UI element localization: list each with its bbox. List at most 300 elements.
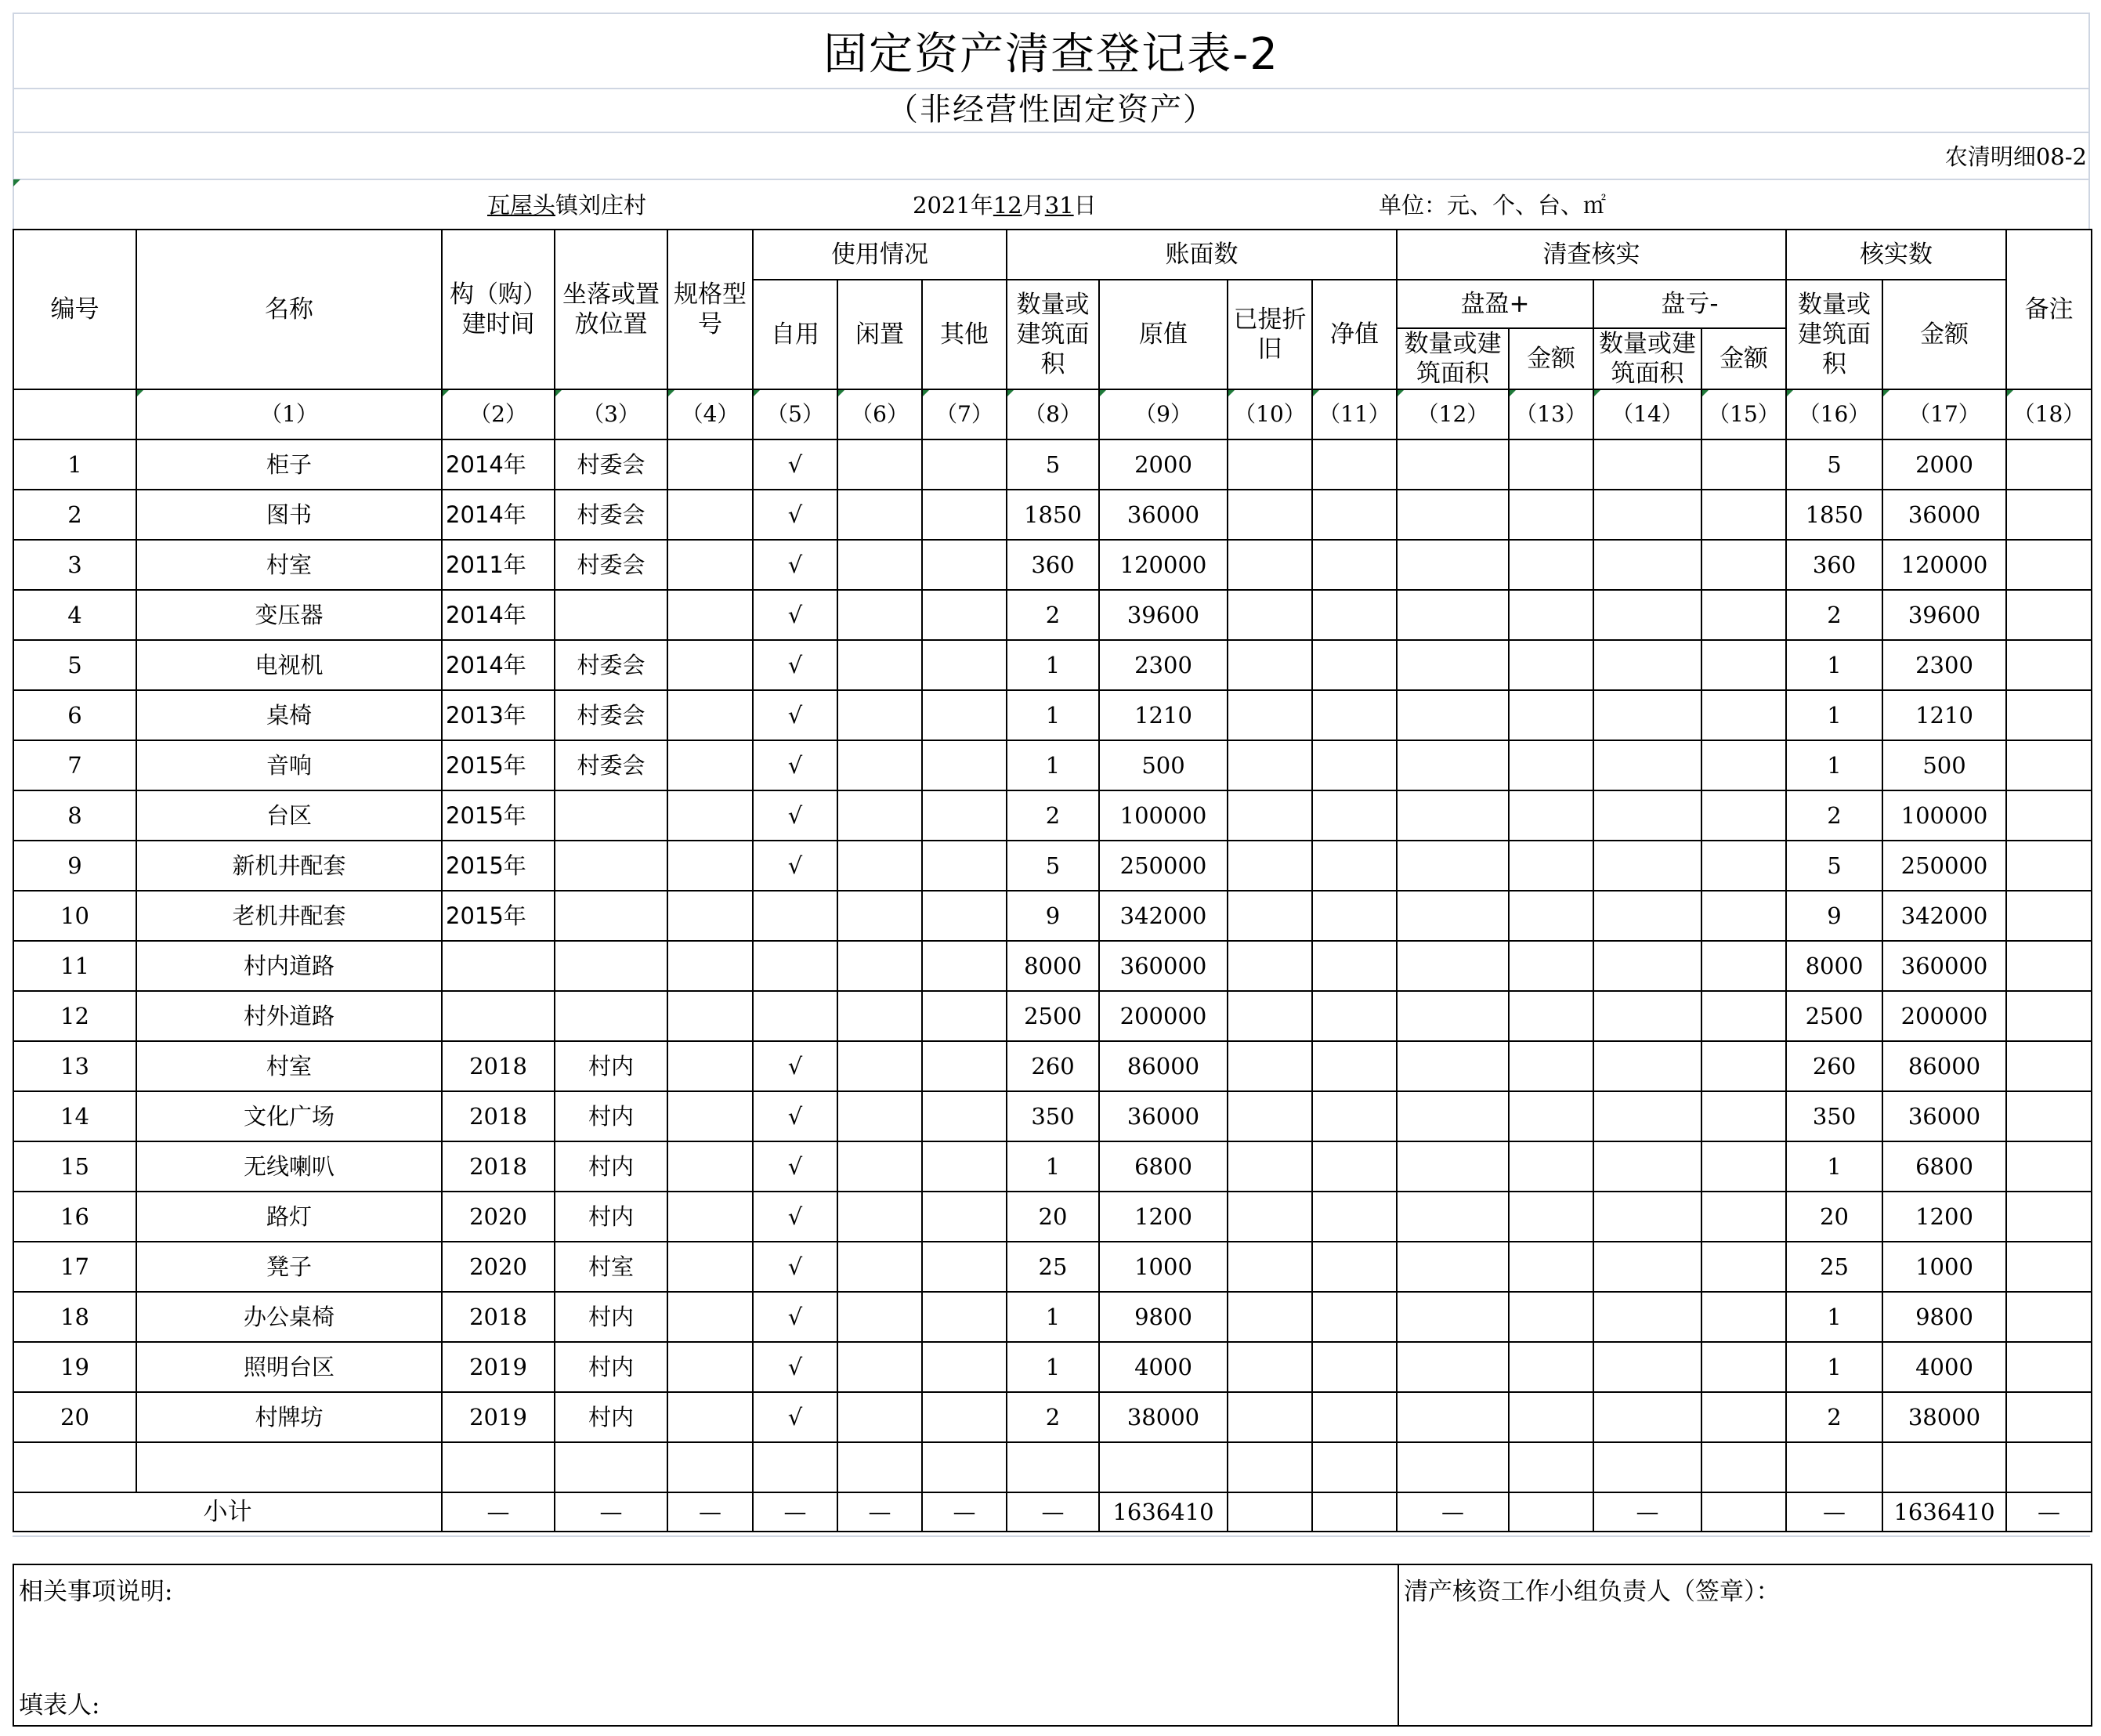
empty-cell[interactable]	[1397, 1442, 1509, 1492]
row-usage-idle[interactable]	[837, 1392, 922, 1442]
row-verified-amt[interactable]: 39600	[1882, 590, 2006, 640]
row-location[interactable]: 村委会	[555, 690, 667, 740]
row-verified-qty[interactable]: 260	[1786, 1041, 1882, 1091]
row-surplus-qty[interactable]	[1397, 640, 1509, 690]
row-verified-amt[interactable]: 1200	[1882, 1192, 2006, 1242]
row-name[interactable]: 柜子	[136, 439, 442, 490]
row-surplus-qty[interactable]	[1397, 790, 1509, 841]
row-book-dep[interactable]	[1228, 790, 1312, 841]
row-build-time[interactable]	[442, 991, 555, 1041]
row-deficit-amt[interactable]	[1701, 790, 1786, 841]
row-surplus-qty[interactable]	[1397, 1192, 1509, 1242]
row-book-orig[interactable]: 1210	[1099, 690, 1228, 740]
row-book-orig[interactable]: 86000	[1099, 1041, 1228, 1091]
row-no[interactable]: 2	[13, 490, 136, 540]
row-name[interactable]: 凳子	[136, 1242, 442, 1292]
row-note[interactable]	[2006, 690, 2092, 740]
row-book-net[interactable]	[1312, 991, 1397, 1041]
row-book-qty[interactable]: 260	[1007, 1041, 1099, 1091]
row-book-orig[interactable]: 39600	[1099, 590, 1228, 640]
row-book-qty[interactable]: 1850	[1007, 490, 1099, 540]
row-deficit-amt[interactable]	[1701, 1141, 1786, 1192]
row-no[interactable]: 17	[13, 1242, 136, 1292]
row-build-time[interactable]: 2013年	[442, 690, 555, 740]
row-usage-other[interactable]	[922, 1041, 1007, 1091]
row-surplus-qty[interactable]	[1397, 991, 1509, 1041]
empty-cell[interactable]	[1007, 1442, 1099, 1492]
row-book-net[interactable]	[1312, 1192, 1397, 1242]
row-surplus-qty[interactable]	[1397, 941, 1509, 991]
row-book-qty[interactable]: 2	[1007, 1392, 1099, 1442]
row-deficit-amt[interactable]	[1701, 841, 1786, 891]
row-usage-self[interactable]: √	[753, 540, 837, 590]
row-note[interactable]	[2006, 1192, 2092, 1242]
row-name[interactable]: 桌椅	[136, 690, 442, 740]
row-surplus-amt[interactable]	[1509, 439, 1593, 490]
row-spec[interactable]	[667, 1141, 753, 1192]
row-verified-amt[interactable]: 36000	[1882, 1091, 2006, 1141]
row-surplus-amt[interactable]	[1509, 740, 1593, 790]
row-book-orig[interactable]: 6800	[1099, 1141, 1228, 1192]
row-book-dep[interactable]	[1228, 1342, 1312, 1392]
empty-cell[interactable]	[1593, 1442, 1701, 1492]
row-verified-qty[interactable]: 1	[1786, 1141, 1882, 1192]
row-note[interactable]	[2006, 640, 2092, 690]
row-book-dep[interactable]	[1228, 490, 1312, 540]
row-surplus-qty[interactable]	[1397, 1091, 1509, 1141]
row-location[interactable]: 村内	[555, 1292, 667, 1342]
row-spec[interactable]	[667, 540, 753, 590]
row-build-time[interactable]: 2015年	[442, 841, 555, 891]
row-usage-idle[interactable]	[837, 790, 922, 841]
row-build-time[interactable]: 2019	[442, 1342, 555, 1392]
row-note[interactable]	[2006, 790, 2092, 841]
row-surplus-qty[interactable]	[1397, 1242, 1509, 1292]
row-book-dep[interactable]	[1228, 690, 1312, 740]
row-usage-self[interactable]: √	[753, 439, 837, 490]
row-usage-self[interactable]: √	[753, 1392, 837, 1442]
row-spec[interactable]	[667, 841, 753, 891]
row-verified-amt[interactable]: 6800	[1882, 1141, 2006, 1192]
row-build-time[interactable]: 2015年	[442, 740, 555, 790]
row-name[interactable]: 文化广场	[136, 1091, 442, 1141]
row-usage-other[interactable]	[922, 540, 1007, 590]
row-spec[interactable]	[667, 1192, 753, 1242]
row-surplus-qty[interactable]	[1397, 1041, 1509, 1091]
row-no[interactable]: 18	[13, 1292, 136, 1342]
row-no[interactable]: 20	[13, 1392, 136, 1442]
row-verified-qty[interactable]: 1850	[1786, 490, 1882, 540]
row-deficit-qty[interactable]	[1593, 991, 1701, 1041]
row-book-dep[interactable]	[1228, 1242, 1312, 1292]
row-name[interactable]: 照明台区	[136, 1342, 442, 1392]
row-usage-self[interactable]	[753, 891, 837, 941]
row-surplus-amt[interactable]	[1509, 1091, 1593, 1141]
row-location[interactable]: 村委会	[555, 439, 667, 490]
row-usage-self[interactable]: √	[753, 690, 837, 740]
row-location[interactable]	[555, 790, 667, 841]
row-book-orig[interactable]: 36000	[1099, 490, 1228, 540]
row-usage-self[interactable]: √	[753, 790, 837, 841]
row-spec[interactable]	[667, 1392, 753, 1442]
row-build-time[interactable]: 2018	[442, 1141, 555, 1192]
row-build-time[interactable]: 2011年	[442, 540, 555, 590]
row-build-time[interactable]: 2014年	[442, 640, 555, 690]
row-note[interactable]	[2006, 1342, 2092, 1392]
row-usage-self[interactable]: √	[753, 1192, 837, 1242]
empty-cell[interactable]	[753, 1442, 837, 1492]
row-usage-idle[interactable]	[837, 1242, 922, 1292]
row-spec[interactable]	[667, 1242, 753, 1292]
row-note[interactable]	[2006, 740, 2092, 790]
row-book-orig[interactable]: 250000	[1099, 841, 1228, 891]
row-build-time[interactable]: 2014年	[442, 590, 555, 640]
row-deficit-amt[interactable]	[1701, 540, 1786, 590]
empty-cell[interactable]	[1099, 1442, 1228, 1492]
row-book-qty[interactable]: 9	[1007, 891, 1099, 941]
row-book-dep[interactable]	[1228, 1041, 1312, 1091]
row-book-orig[interactable]: 2000	[1099, 439, 1228, 490]
row-spec[interactable]	[667, 640, 753, 690]
empty-cell[interactable]	[1786, 1442, 1882, 1492]
row-name[interactable]: 村外道路	[136, 991, 442, 1041]
row-usage-other[interactable]	[922, 690, 1007, 740]
row-surplus-amt[interactable]	[1509, 640, 1593, 690]
row-name[interactable]: 路灯	[136, 1192, 442, 1242]
row-book-net[interactable]	[1312, 1141, 1397, 1192]
row-note[interactable]	[2006, 490, 2092, 540]
row-name[interactable]: 新机井配套	[136, 841, 442, 891]
row-no[interactable]: 13	[13, 1041, 136, 1091]
row-book-net[interactable]	[1312, 1342, 1397, 1392]
row-no[interactable]: 14	[13, 1091, 136, 1141]
row-book-qty[interactable]: 5	[1007, 841, 1099, 891]
row-book-dep[interactable]	[1228, 1392, 1312, 1442]
row-surplus-amt[interactable]	[1509, 941, 1593, 991]
row-usage-other[interactable]	[922, 991, 1007, 1041]
row-no[interactable]: 8	[13, 790, 136, 841]
row-usage-idle[interactable]	[837, 991, 922, 1041]
row-note[interactable]	[2006, 1041, 2092, 1091]
row-spec[interactable]	[667, 690, 753, 740]
row-deficit-amt[interactable]	[1701, 439, 1786, 490]
row-book-qty[interactable]: 2	[1007, 790, 1099, 841]
empty-cell[interactable]	[667, 1442, 753, 1492]
row-note[interactable]	[2006, 841, 2092, 891]
row-verified-amt[interactable]: 38000	[1882, 1392, 2006, 1442]
row-location[interactable]	[555, 891, 667, 941]
row-surplus-amt[interactable]	[1509, 841, 1593, 891]
row-surplus-qty[interactable]	[1397, 891, 1509, 941]
notes-cell[interactable]	[13, 1564, 1398, 1726]
row-usage-idle[interactable]	[837, 1091, 922, 1141]
row-deficit-qty[interactable]	[1593, 841, 1701, 891]
row-surplus-qty[interactable]	[1397, 740, 1509, 790]
row-book-qty[interactable]: 1	[1007, 1342, 1099, 1392]
row-no[interactable]: 12	[13, 991, 136, 1041]
row-usage-other[interactable]	[922, 1392, 1007, 1442]
row-deficit-qty[interactable]	[1593, 439, 1701, 490]
row-name[interactable]: 台区	[136, 790, 442, 841]
row-verified-qty[interactable]: 1	[1786, 1342, 1882, 1392]
row-book-dep[interactable]	[1228, 439, 1312, 490]
row-verified-qty[interactable]: 20	[1786, 1192, 1882, 1242]
row-book-net[interactable]	[1312, 490, 1397, 540]
row-surplus-amt[interactable]	[1509, 540, 1593, 590]
row-book-qty[interactable]: 1	[1007, 1292, 1099, 1342]
row-usage-other[interactable]	[922, 941, 1007, 991]
row-book-qty[interactable]: 350	[1007, 1091, 1099, 1141]
row-build-time[interactable]	[442, 941, 555, 991]
row-usage-other[interactable]	[922, 740, 1007, 790]
row-usage-idle[interactable]	[837, 891, 922, 941]
row-spec[interactable]	[667, 590, 753, 640]
row-verified-amt[interactable]: 250000	[1882, 841, 2006, 891]
row-usage-self[interactable]	[753, 991, 837, 1041]
row-spec[interactable]	[667, 740, 753, 790]
row-surplus-amt[interactable]	[1509, 790, 1593, 841]
row-name[interactable]: 音响	[136, 740, 442, 790]
row-spec[interactable]	[667, 1342, 753, 1392]
row-book-orig[interactable]: 500	[1099, 740, 1228, 790]
row-verified-amt[interactable]: 2000	[1882, 439, 2006, 490]
empty-cell[interactable]	[1509, 1442, 1593, 1492]
row-book-net[interactable]	[1312, 1292, 1397, 1342]
row-note[interactable]	[2006, 439, 2092, 490]
row-usage-idle[interactable]	[837, 490, 922, 540]
row-deficit-amt[interactable]	[1701, 941, 1786, 991]
row-surplus-amt[interactable]	[1509, 590, 1593, 640]
row-verified-qty[interactable]: 2	[1786, 790, 1882, 841]
row-location[interactable]: 村内	[555, 1342, 667, 1392]
row-build-time[interactable]: 2018	[442, 1091, 555, 1141]
row-spec[interactable]	[667, 891, 753, 941]
row-usage-self[interactable]: √	[753, 590, 837, 640]
row-book-dep[interactable]	[1228, 1292, 1312, 1342]
row-book-qty[interactable]: 1	[1007, 640, 1099, 690]
row-book-orig[interactable]: 200000	[1099, 991, 1228, 1041]
row-no[interactable]: 1	[13, 439, 136, 490]
row-book-net[interactable]	[1312, 690, 1397, 740]
row-surplus-amt[interactable]	[1509, 1242, 1593, 1292]
row-surplus-qty[interactable]	[1397, 590, 1509, 640]
row-book-net[interactable]	[1312, 540, 1397, 590]
row-usage-other[interactable]	[922, 891, 1007, 941]
row-verified-qty[interactable]: 2	[1786, 590, 1882, 640]
row-surplus-amt[interactable]	[1509, 1192, 1593, 1242]
row-usage-idle[interactable]	[837, 1192, 922, 1242]
row-location[interactable]: 村委会	[555, 490, 667, 540]
row-verified-qty[interactable]: 360	[1786, 540, 1882, 590]
row-note[interactable]	[2006, 1091, 2092, 1141]
row-verified-amt[interactable]: 100000	[1882, 790, 2006, 841]
row-usage-self[interactable]: √	[753, 490, 837, 540]
row-build-time[interactable]: 2020	[442, 1192, 555, 1242]
row-book-qty[interactable]: 2	[1007, 590, 1099, 640]
row-book-orig[interactable]: 38000	[1099, 1392, 1228, 1442]
row-usage-other[interactable]	[922, 640, 1007, 690]
row-usage-idle[interactable]	[837, 590, 922, 640]
row-surplus-qty[interactable]	[1397, 1392, 1509, 1442]
row-usage-idle[interactable]	[837, 439, 922, 490]
row-verified-amt[interactable]: 36000	[1882, 490, 2006, 540]
row-surplus-amt[interactable]	[1509, 690, 1593, 740]
row-book-qty[interactable]: 2500	[1007, 991, 1099, 1041]
row-surplus-qty[interactable]	[1397, 439, 1509, 490]
row-usage-idle[interactable]	[837, 640, 922, 690]
row-no[interactable]: 9	[13, 841, 136, 891]
row-location[interactable]: 村内	[555, 1041, 667, 1091]
row-usage-other[interactable]	[922, 1242, 1007, 1292]
row-book-orig[interactable]: 100000	[1099, 790, 1228, 841]
row-spec[interactable]	[667, 941, 753, 991]
row-usage-self[interactable]: √	[753, 1041, 837, 1091]
row-usage-other[interactable]	[922, 790, 1007, 841]
row-build-time[interactable]: 2020	[442, 1242, 555, 1292]
row-note[interactable]	[2006, 941, 2092, 991]
empty-cell[interactable]	[837, 1442, 922, 1492]
row-deficit-amt[interactable]	[1701, 991, 1786, 1041]
row-deficit-amt[interactable]	[1701, 1392, 1786, 1442]
row-note[interactable]	[2006, 1292, 2092, 1342]
row-note[interactable]	[2006, 1392, 2092, 1442]
row-deficit-qty[interactable]	[1593, 490, 1701, 540]
row-book-qty[interactable]: 1	[1007, 740, 1099, 790]
row-deficit-qty[interactable]	[1593, 891, 1701, 941]
row-no[interactable]: 5	[13, 640, 136, 690]
row-usage-other[interactable]	[922, 1141, 1007, 1192]
row-deficit-qty[interactable]	[1593, 740, 1701, 790]
row-book-qty[interactable]: 360	[1007, 540, 1099, 590]
row-name[interactable]: 老机井配套	[136, 891, 442, 941]
row-verified-amt[interactable]: 2300	[1882, 640, 2006, 690]
row-note[interactable]	[2006, 540, 2092, 590]
row-verified-amt[interactable]: 86000	[1882, 1041, 2006, 1091]
row-verified-qty[interactable]: 1	[1786, 740, 1882, 790]
row-verified-amt[interactable]: 120000	[1882, 540, 2006, 590]
row-surplus-qty[interactable]	[1397, 490, 1509, 540]
row-book-net[interactable]	[1312, 1392, 1397, 1442]
row-name[interactable]: 村内道路	[136, 941, 442, 991]
row-location[interactable]: 村委会	[555, 640, 667, 690]
row-book-orig[interactable]: 1000	[1099, 1242, 1228, 1292]
row-build-time[interactable]: 2015年	[442, 790, 555, 841]
row-verified-qty[interactable]: 2500	[1786, 991, 1882, 1041]
row-spec[interactable]	[667, 790, 753, 841]
row-verified-amt[interactable]: 4000	[1882, 1342, 2006, 1392]
empty-cell[interactable]	[1882, 1442, 2006, 1492]
row-deficit-qty[interactable]	[1593, 1392, 1701, 1442]
row-usage-self[interactable]: √	[753, 1342, 837, 1392]
row-note[interactable]	[2006, 991, 2092, 1041]
row-usage-idle[interactable]	[837, 740, 922, 790]
row-book-qty[interactable]: 8000	[1007, 941, 1099, 991]
row-book-dep[interactable]	[1228, 991, 1312, 1041]
row-usage-idle[interactable]	[837, 841, 922, 891]
row-book-dep[interactable]	[1228, 1192, 1312, 1242]
row-usage-idle[interactable]	[837, 540, 922, 590]
row-verified-qty[interactable]: 350	[1786, 1091, 1882, 1141]
row-book-qty[interactable]: 5	[1007, 439, 1099, 490]
empty-cell[interactable]	[13, 1442, 136, 1492]
row-surplus-amt[interactable]	[1509, 490, 1593, 540]
row-no[interactable]: 3	[13, 540, 136, 590]
row-deficit-qty[interactable]	[1593, 941, 1701, 991]
row-book-dep[interactable]	[1228, 1141, 1312, 1192]
row-book-net[interactable]	[1312, 941, 1397, 991]
row-book-qty[interactable]: 1	[1007, 690, 1099, 740]
row-book-orig[interactable]: 2300	[1099, 640, 1228, 690]
row-usage-self[interactable]: √	[753, 1091, 837, 1141]
row-verified-amt[interactable]: 360000	[1882, 941, 2006, 991]
row-location[interactable]: 村内	[555, 1141, 667, 1192]
row-build-time[interactable]: 2018	[442, 1292, 555, 1342]
empty-cell[interactable]	[2006, 1442, 2092, 1492]
row-no[interactable]: 4	[13, 590, 136, 640]
row-book-orig[interactable]: 4000	[1099, 1342, 1228, 1392]
row-deficit-qty[interactable]	[1593, 1192, 1701, 1242]
row-deficit-qty[interactable]	[1593, 1242, 1701, 1292]
row-book-orig[interactable]: 120000	[1099, 540, 1228, 590]
row-deficit-amt[interactable]	[1701, 1041, 1786, 1091]
row-book-qty[interactable]: 1	[1007, 1141, 1099, 1192]
row-no[interactable]: 10	[13, 891, 136, 941]
row-deficit-qty[interactable]	[1593, 1091, 1701, 1141]
row-book-dep[interactable]	[1228, 1091, 1312, 1141]
row-name[interactable]: 村室	[136, 540, 442, 590]
row-book-orig[interactable]: 1200	[1099, 1192, 1228, 1242]
row-surplus-qty[interactable]	[1397, 1141, 1509, 1192]
row-surplus-qty[interactable]	[1397, 1292, 1509, 1342]
row-book-dep[interactable]	[1228, 590, 1312, 640]
empty-cell[interactable]	[136, 1442, 442, 1492]
row-deficit-amt[interactable]	[1701, 1192, 1786, 1242]
row-verified-qty[interactable]: 8000	[1786, 941, 1882, 991]
row-name[interactable]: 办公桌椅	[136, 1292, 442, 1342]
row-spec[interactable]	[667, 991, 753, 1041]
row-no[interactable]: 7	[13, 740, 136, 790]
row-surplus-qty[interactable]	[1397, 1342, 1509, 1392]
empty-cell[interactable]	[1312, 1442, 1397, 1492]
row-location[interactable]: 村委会	[555, 740, 667, 790]
row-usage-idle[interactable]	[837, 1292, 922, 1342]
empty-cell[interactable]	[1228, 1442, 1312, 1492]
row-location[interactable]: 村内	[555, 1192, 667, 1242]
row-verified-qty[interactable]: 1	[1786, 1292, 1882, 1342]
row-deficit-qty[interactable]	[1593, 790, 1701, 841]
row-usage-other[interactable]	[922, 1292, 1007, 1342]
row-surplus-amt[interactable]	[1509, 1392, 1593, 1442]
row-deficit-amt[interactable]	[1701, 1091, 1786, 1141]
row-book-dep[interactable]	[1228, 891, 1312, 941]
row-usage-self[interactable]: √	[753, 640, 837, 690]
row-name[interactable]: 变压器	[136, 590, 442, 640]
row-book-net[interactable]	[1312, 1242, 1397, 1292]
row-location[interactable]	[555, 991, 667, 1041]
row-verified-qty[interactable]: 9	[1786, 891, 1882, 941]
row-name[interactable]: 电视机	[136, 640, 442, 690]
row-note[interactable]	[2006, 891, 2092, 941]
row-usage-self[interactable]	[753, 941, 837, 991]
row-verified-amt[interactable]: 9800	[1882, 1292, 2006, 1342]
row-book-net[interactable]	[1312, 1041, 1397, 1091]
row-name[interactable]: 无线喇叭	[136, 1141, 442, 1192]
row-no[interactable]: 19	[13, 1342, 136, 1392]
row-verified-qty[interactable]: 1	[1786, 690, 1882, 740]
row-location[interactable]	[555, 590, 667, 640]
row-build-time[interactable]: 2019	[442, 1392, 555, 1442]
row-build-time[interactable]: 2018	[442, 1041, 555, 1091]
